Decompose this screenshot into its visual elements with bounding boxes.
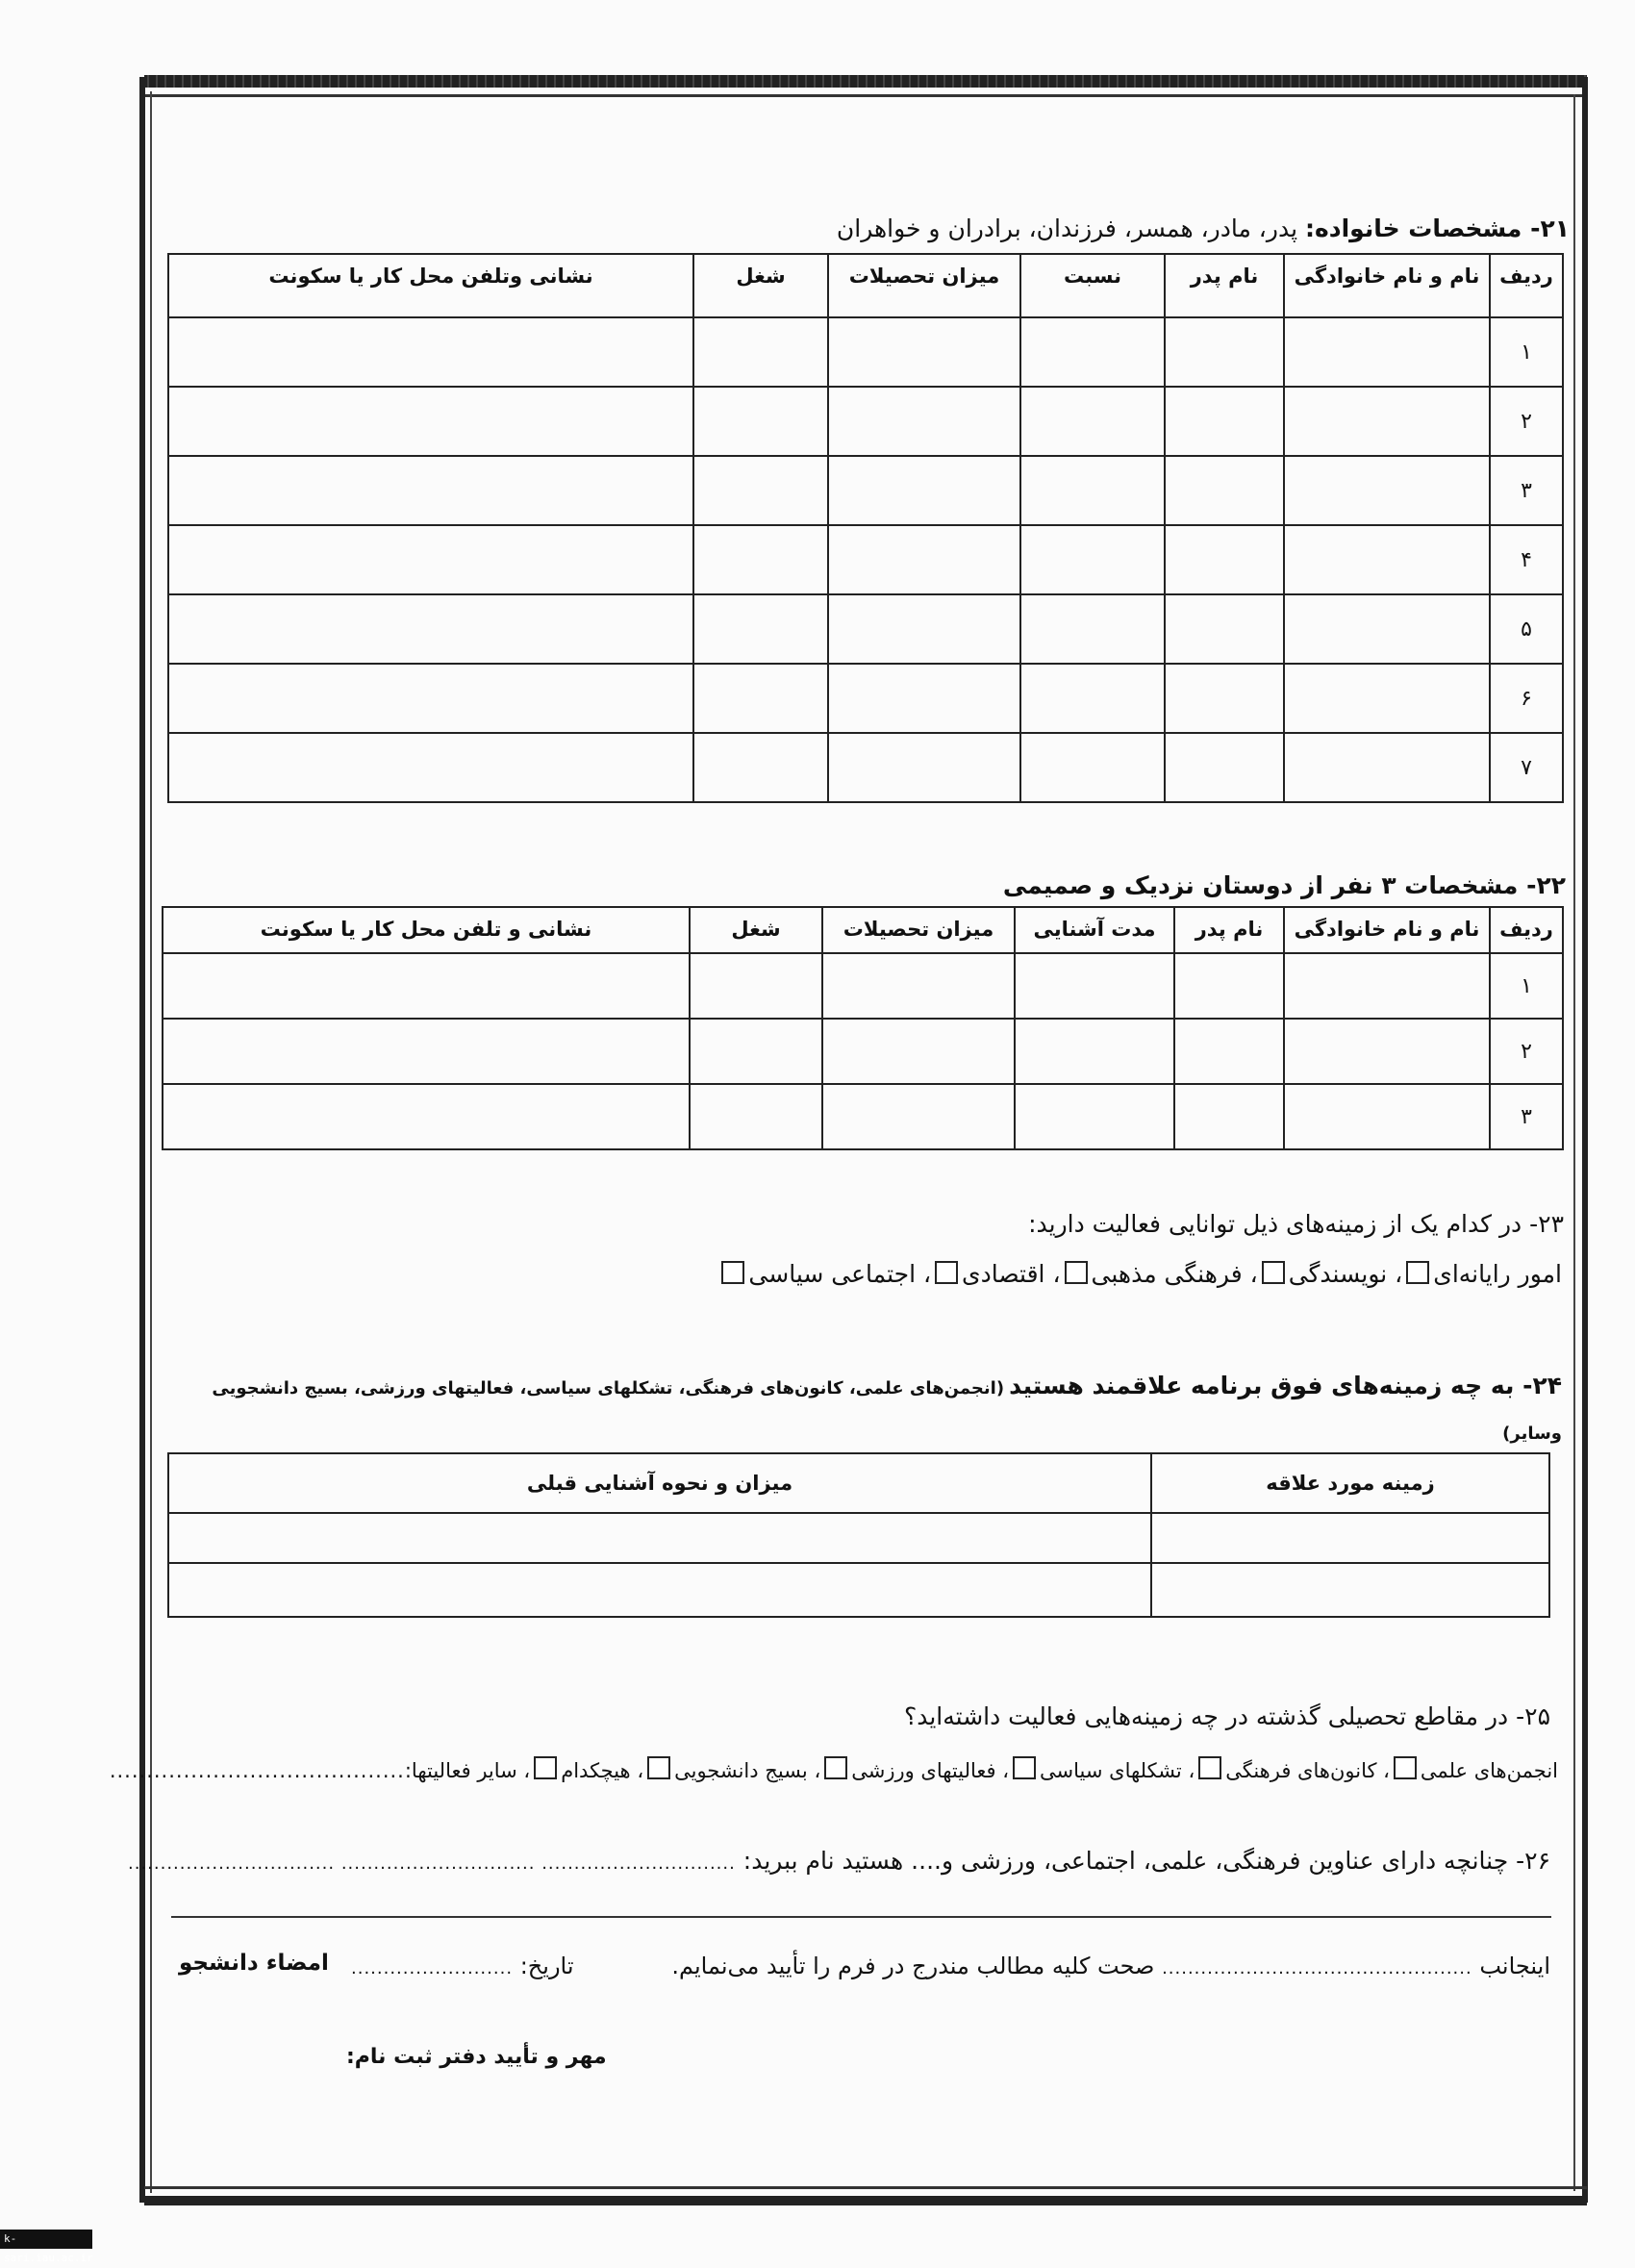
family-job-cell[interactable]	[693, 525, 828, 594]
family-job-cell[interactable]	[693, 456, 828, 525]
option-scientific-label: انجمن‌های علمی	[1420, 1759, 1558, 1782]
row-number: ۵	[1490, 594, 1563, 664]
family-address-cell[interactable]	[168, 594, 693, 664]
family-job-cell[interactable]	[693, 387, 828, 456]
family-name-cell[interactable]	[1284, 733, 1490, 802]
family-table	[167, 253, 1564, 803]
family-header-row-no: ردیف	[1490, 254, 1563, 317]
interest-field-cell[interactable]	[1151, 1563, 1549, 1617]
family-father-cell[interactable]	[1165, 594, 1284, 664]
family-name-cell[interactable]	[1284, 387, 1490, 456]
section-21-heading: ۲۱- مشخصات خانواده:	[1304, 214, 1570, 242]
family-name-cell[interactable]	[1284, 664, 1490, 733]
frame-top-inner-border	[144, 94, 1587, 97]
family-header-father: نام پدر	[1165, 254, 1284, 317]
friend-job-cell[interactable]	[690, 1019, 822, 1084]
family-education-cell[interactable]	[828, 733, 1020, 802]
family-header-education: میزان تحصیلات	[828, 254, 1020, 317]
row-number: ۲	[1490, 1019, 1563, 1084]
family-education-cell[interactable]	[828, 525, 1020, 594]
family-address-cell[interactable]	[168, 525, 693, 594]
friends-header-row-no: ردیف	[1490, 907, 1563, 953]
family-education-cell[interactable]	[828, 317, 1020, 387]
family-job-cell[interactable]	[693, 594, 828, 664]
table-row	[168, 1563, 1549, 1617]
family-education-cell[interactable]	[828, 664, 1020, 733]
friend-education-cell[interactable]	[822, 1019, 1015, 1084]
frame-top-border	[144, 75, 1587, 88]
friend-address-cell[interactable]	[163, 1019, 690, 1084]
section-24-heading: ۲۴- به چه زمینه‌های فوق برنامه علاقمند هستید	[1009, 1372, 1562, 1399]
family-relation-cell[interactable]	[1020, 525, 1165, 594]
friend-job-cell[interactable]	[690, 953, 822, 1019]
interest-familiarity-cell[interactable]	[168, 1563, 1151, 1617]
row-number: ۶	[1490, 664, 1563, 733]
row-number: ۱	[1490, 317, 1563, 387]
friends-header-address: نشانی و تلفن محل کار یا سکونت	[163, 907, 690, 953]
family-father-cell[interactable]	[1165, 317, 1284, 387]
family-header-job: شغل	[693, 254, 828, 317]
declaration-prefix: اینجانب	[1479, 1953, 1550, 1979]
interest-familiarity-cell[interactable]	[168, 1513, 1151, 1563]
family-relation-cell[interactable]	[1020, 387, 1165, 456]
table-row	[163, 1084, 1563, 1149]
frame-right-border	[1582, 77, 1588, 2203]
option-cultural-centers-checkbox[interactable]	[1198, 1756, 1221, 1779]
family-address-cell[interactable]	[168, 456, 693, 525]
declaration-text: صحت کلیه مطالب مندرج در فرم را تأیید می‌نمایم.	[671, 1953, 1155, 1979]
family-address-cell[interactable]	[168, 317, 693, 387]
family-job-cell[interactable]	[693, 664, 828, 733]
option-scientific-checkbox[interactable]	[1394, 1756, 1417, 1779]
family-job-cell[interactable]	[693, 733, 828, 802]
option-none-checkbox[interactable]	[534, 1756, 557, 1779]
family-header-address: نشانی وتلفن محل کار یا سکونت	[168, 254, 693, 317]
family-header-name: نام و نام خانوادگی	[1284, 254, 1490, 317]
family-name-cell[interactable]	[1284, 456, 1490, 525]
section-21-title	[837, 214, 1570, 242]
student-name-field[interactable]: ................................................	[1162, 1958, 1472, 1978]
family-name-cell[interactable]	[1284, 317, 1490, 387]
date-field-group	[351, 1953, 574, 1979]
option-other-label: سایر فعالیتها:	[404, 1759, 517, 1782]
family-father-cell[interactable]	[1165, 456, 1284, 525]
family-header-relation: نسبت	[1020, 254, 1165, 317]
interests-header-field: زمینه مورد علاقه	[1151, 1453, 1549, 1513]
table-row	[163, 1019, 1563, 1084]
option-cultural-centers-label: کانون‌های فرهنگی	[1225, 1759, 1377, 1782]
family-address-cell[interactable]	[168, 664, 693, 733]
section-26	[128, 1847, 1550, 1875]
friend-father-cell[interactable]	[1174, 953, 1284, 1019]
table-row	[163, 953, 1563, 1019]
family-relation-cell[interactable]	[1020, 664, 1165, 733]
titles-field[interactable]: .............................. .............................. ................................	[128, 1853, 736, 1874]
option-sports-checkbox[interactable]	[824, 1756, 847, 1779]
friend-name-cell[interactable]	[1284, 1019, 1490, 1084]
friend-acquaintance-cell[interactable]	[1015, 1019, 1174, 1084]
table-row	[168, 317, 1563, 387]
section-26-title: ۲۶- چنانچه دارای عناوین فرهنگی، علمی، اجتماعی، ورزشی و.... هستید نام ببرید:	[742, 1847, 1550, 1875]
student-signature-label: امضاء دانشجو	[179, 1951, 329, 1976]
option-none-label: هیچکدام	[561, 1759, 631, 1782]
friends-header-father: نام پدر	[1174, 907, 1284, 953]
friend-job-cell[interactable]	[690, 1084, 822, 1149]
friend-name-cell[interactable]	[1284, 1084, 1490, 1149]
row-number: ۴	[1490, 525, 1563, 594]
friend-father-cell[interactable]	[1174, 1084, 1284, 1149]
registration-office-stamp-label: مهر و تأیید دفتر ثبت نام:	[346, 2045, 607, 2069]
row-number: ۷	[1490, 733, 1563, 802]
section-24-note: (انجمن‌های علمی، کانون‌های فرهنگی، تشکلهای سیاسی، فعالیتهای ورزشی، بسیج دانشجویی	[212, 1378, 1005, 1399]
table-row	[168, 525, 1563, 594]
option-social-political-checkbox[interactable]	[721, 1261, 744, 1284]
row-number: ۲	[1490, 387, 1563, 456]
family-father-cell[interactable]	[1165, 733, 1284, 802]
section-23-title: ۲۳- در کدام یک از زمینه‌های ذیل توانایی فعالیت دارید:	[1028, 1210, 1564, 1238]
friend-address-cell[interactable]	[163, 953, 690, 1019]
website-tag: k-sari.iau.ac.ir	[0, 2230, 92, 2249]
section-22-title: ۲۲- مشخصات ۳ نفر از دوستان نزدیک و صمیمی	[1002, 871, 1566, 899]
option-computer-checkbox[interactable]	[1406, 1261, 1429, 1284]
family-name-cell[interactable]	[1284, 525, 1490, 594]
family-father-cell[interactable]	[1165, 525, 1284, 594]
family-relation-cell[interactable]	[1020, 733, 1165, 802]
option-cultural-religious-checkbox[interactable]	[1065, 1261, 1088, 1284]
section-21-subtitle: پدر، مادر، همسر، فرزندان، برادران و خواهران	[836, 214, 1298, 242]
family-address-cell[interactable]	[168, 733, 693, 802]
option-economic-label: اقتصادی	[962, 1260, 1045, 1288]
section-23-options: امور رایانه‌ای، نویسندگی، فرهنگی مذهبی، اقتصادی، اجتماعی سیاسی	[717, 1260, 1562, 1288]
option-cultural-religious-label: فرهنگی مذهبی	[1091, 1260, 1243, 1288]
date-label: تاریخ:	[519, 1953, 574, 1979]
family-education-cell[interactable]	[828, 594, 1020, 664]
friend-education-cell[interactable]	[822, 953, 1015, 1019]
option-basij-label: بسیج دانشجویی	[674, 1759, 808, 1782]
option-basij-checkbox[interactable]	[647, 1756, 670, 1779]
table-row	[168, 594, 1563, 664]
friends-header-name: نام و نام خانوادگی	[1284, 907, 1490, 953]
interests-header-familiarity: میزان و نحوه آشنایی قبلی	[168, 1453, 1151, 1513]
interest-field-cell[interactable]	[1151, 1513, 1549, 1563]
interests-table	[167, 1452, 1550, 1618]
friends-header-education: میزان تحصیلات	[822, 907, 1015, 953]
option-computer-label: امور رایانه‌ای	[1433, 1260, 1562, 1288]
option-social-political-label: اجتماعی سیاسی	[748, 1260, 917, 1288]
table-row	[168, 733, 1563, 802]
section-25-options: انجمن‌های علمی، کانون‌های فرهنگی، تشکلهای سیاسی، فعالیتهای ورزشی، بسیج دانشجویی، هیچکدام، سایر فعالیتها:........................................	[110, 1756, 1558, 1782]
friends-table	[162, 906, 1564, 1150]
option-political-checkbox[interactable]	[1013, 1756, 1036, 1779]
option-political-label: تشکلهای سیاسی	[1040, 1759, 1182, 1782]
row-number: ۳	[1490, 456, 1563, 525]
family-relation-cell[interactable]	[1020, 456, 1165, 525]
table-row	[168, 387, 1563, 456]
frame-left-inner-border	[150, 91, 152, 2193]
frame-bottom-border	[144, 2196, 1587, 2205]
option-sports-label: فعالیتهای ورزشی	[851, 1759, 996, 1782]
table-row	[168, 1513, 1549, 1563]
family-relation-cell[interactable]	[1020, 317, 1165, 387]
friend-education-cell[interactable]	[822, 1084, 1015, 1149]
family-job-cell[interactable]	[693, 317, 828, 387]
friends-header-job: شغل	[690, 907, 822, 953]
section-25-title: ۲۵- در مقاطع تحصیلی گذشته در چه زمینه‌هایی فعالیت داشته‌اید؟	[903, 1702, 1550, 1730]
frame-bottom-inner-border	[144, 2186, 1587, 2189]
section-24-title	[212, 1372, 1562, 1399]
section-24-note-continued: وسایر)	[1502, 1424, 1562, 1444]
friend-acquaintance-cell[interactable]	[1015, 1084, 1174, 1149]
family-name-cell[interactable]	[1284, 594, 1490, 664]
friends-header-acquaintance: مدت آشنایی	[1015, 907, 1174, 953]
friend-father-cell[interactable]	[1174, 1019, 1284, 1084]
frame-right-inner-border	[1573, 94, 1575, 2191]
family-education-cell[interactable]	[828, 387, 1020, 456]
friend-name-cell[interactable]	[1284, 953, 1490, 1019]
family-father-cell[interactable]	[1165, 664, 1284, 733]
row-number: ۱	[1490, 953, 1563, 1019]
friend-address-cell[interactable]	[163, 1084, 690, 1149]
row-number: ۳	[1490, 1084, 1563, 1149]
option-economic-checkbox[interactable]	[935, 1261, 958, 1284]
frame-left-border	[139, 77, 145, 2203]
friend-acquaintance-cell[interactable]	[1015, 953, 1174, 1019]
separator-line	[171, 1916, 1551, 1918]
option-writing-checkbox[interactable]	[1262, 1261, 1285, 1284]
table-row	[168, 456, 1563, 525]
family-address-cell[interactable]	[168, 387, 693, 456]
family-relation-cell[interactable]	[1020, 594, 1165, 664]
date-field[interactable]: .........................	[351, 1958, 514, 1978]
table-row	[168, 664, 1563, 733]
family-education-cell[interactable]	[828, 456, 1020, 525]
option-writing-label: نویسندگی	[1288, 1260, 1388, 1288]
family-father-cell[interactable]	[1165, 387, 1284, 456]
other-activities-field[interactable]: ........................................	[109, 1759, 405, 1782]
